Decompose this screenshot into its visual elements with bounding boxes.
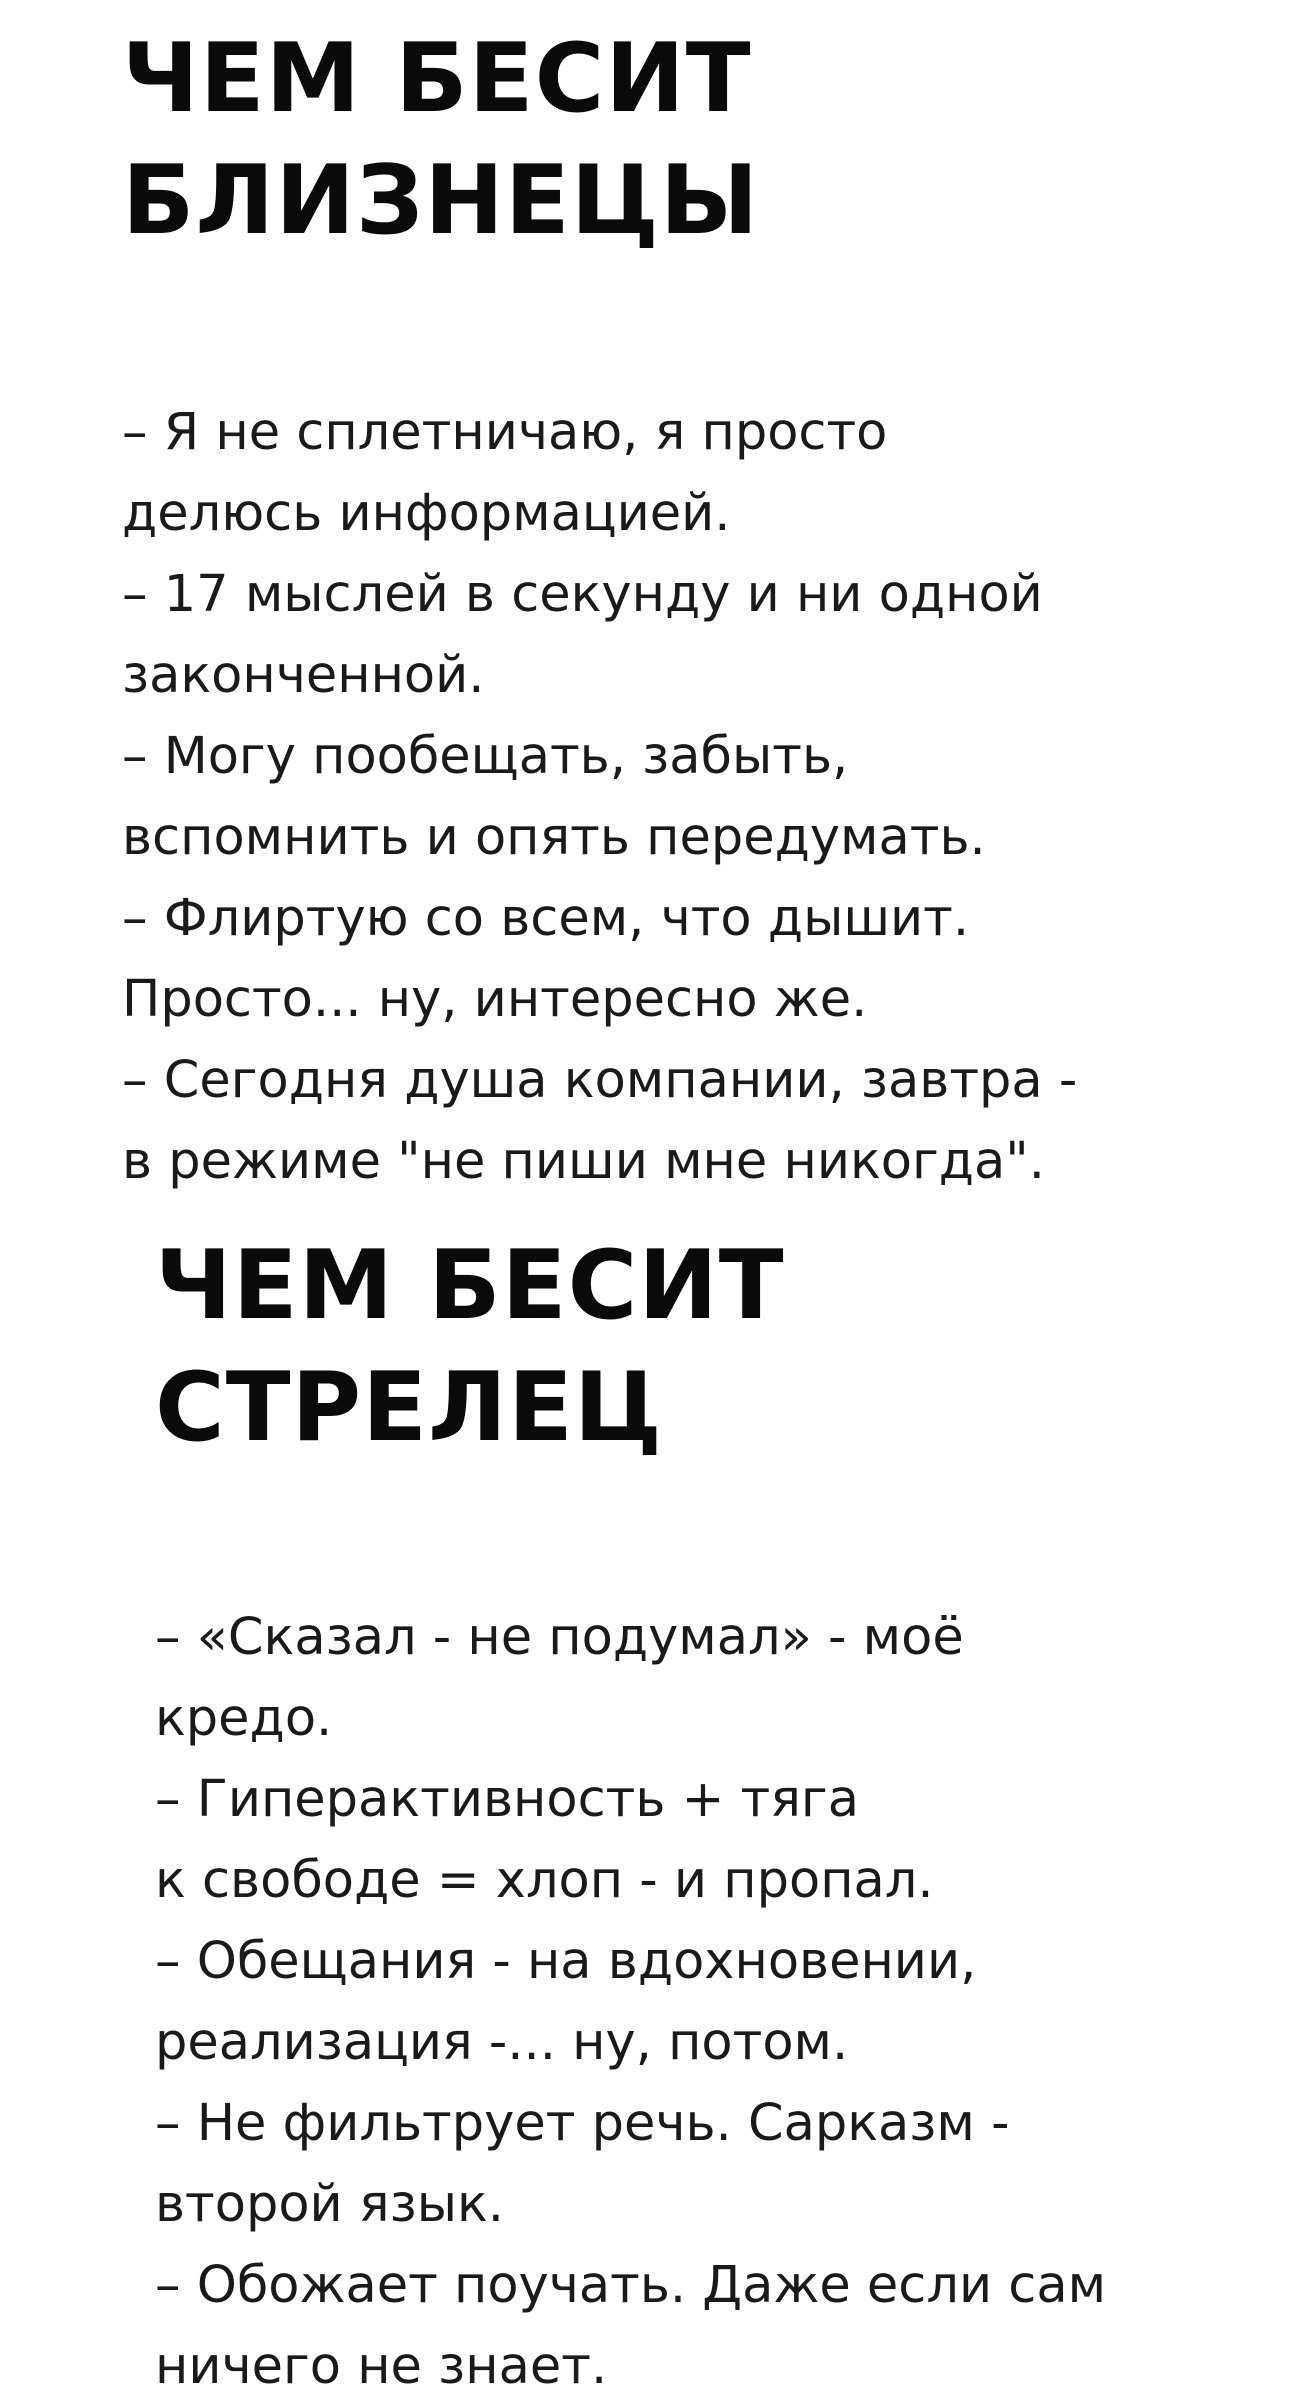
gemini-line-8: Просто... ну, интересно же. [122, 970, 868, 1029]
sagittarius-line-2: кредо. [155, 1689, 333, 1748]
gemini-heading-line-1: ЧЕМ БЕСИТ [122, 24, 752, 134]
gemini-line-1: – Я не сплетничаю, я просто [122, 403, 888, 462]
sagittarius-heading [155, 1225, 1106, 1469]
gemini-line-3: – 17 мыслей в секунду и ни одной [122, 565, 1043, 624]
gemini-line-10: в режиме "не пиши мне никогда". [122, 1132, 1045, 1191]
gemini-line-5: – Могу пообещать, забыть, [122, 727, 849, 786]
gemini-list [122, 392, 1077, 1202]
sagittarius-line-6: реализация -... ну, потом. [155, 2013, 849, 2072]
sagittarius-line-7: – Не фильтрует речь. Сарказм - [155, 2094, 1010, 2153]
gemini-line-6: вспомнить и опять передумать. [122, 808, 986, 867]
sagittarius-list [155, 1597, 1106, 2407]
gemini-line-4: законченной. [122, 646, 485, 705]
sagittarius-line-3: – Гиперактивность + тяга [155, 1770, 859, 1829]
sagittarius-line-10: ничего не знает. [155, 2337, 608, 2396]
sagittarius-line-1: – «Сказал - не подумал» - моё [155, 1608, 964, 1667]
gemini-line-9: – Сегодня душа компании, завтра - [122, 1051, 1078, 1110]
sagittarius-heading-line-2: СТРЕЛЕЦ [155, 1353, 663, 1463]
sagittarius-section [155, 1225, 1106, 2407]
gemini-heading [122, 18, 1077, 262]
sagittarius-line-4: к свободе = хлоп - и пропал. [155, 1851, 934, 1910]
sagittarius-line-5: – Обещания - на вдохновении, [155, 1932, 977, 1991]
gemini-section [122, 18, 1077, 1202]
sagittarius-line-8: второй язык. [155, 2175, 504, 2234]
gemini-heading-line-2: БЛИЗНЕЦЫ [122, 146, 760, 256]
sagittarius-line-9: – Обожает поучать. Даже если сам [155, 2256, 1107, 2315]
gemini-line-7: – Флиртую со всем, что дышит. [122, 889, 970, 948]
gemini-line-2: делюсь информацией. [122, 484, 731, 543]
sagittarius-heading-line-1: ЧЕМ БЕСИТ [155, 1231, 785, 1341]
